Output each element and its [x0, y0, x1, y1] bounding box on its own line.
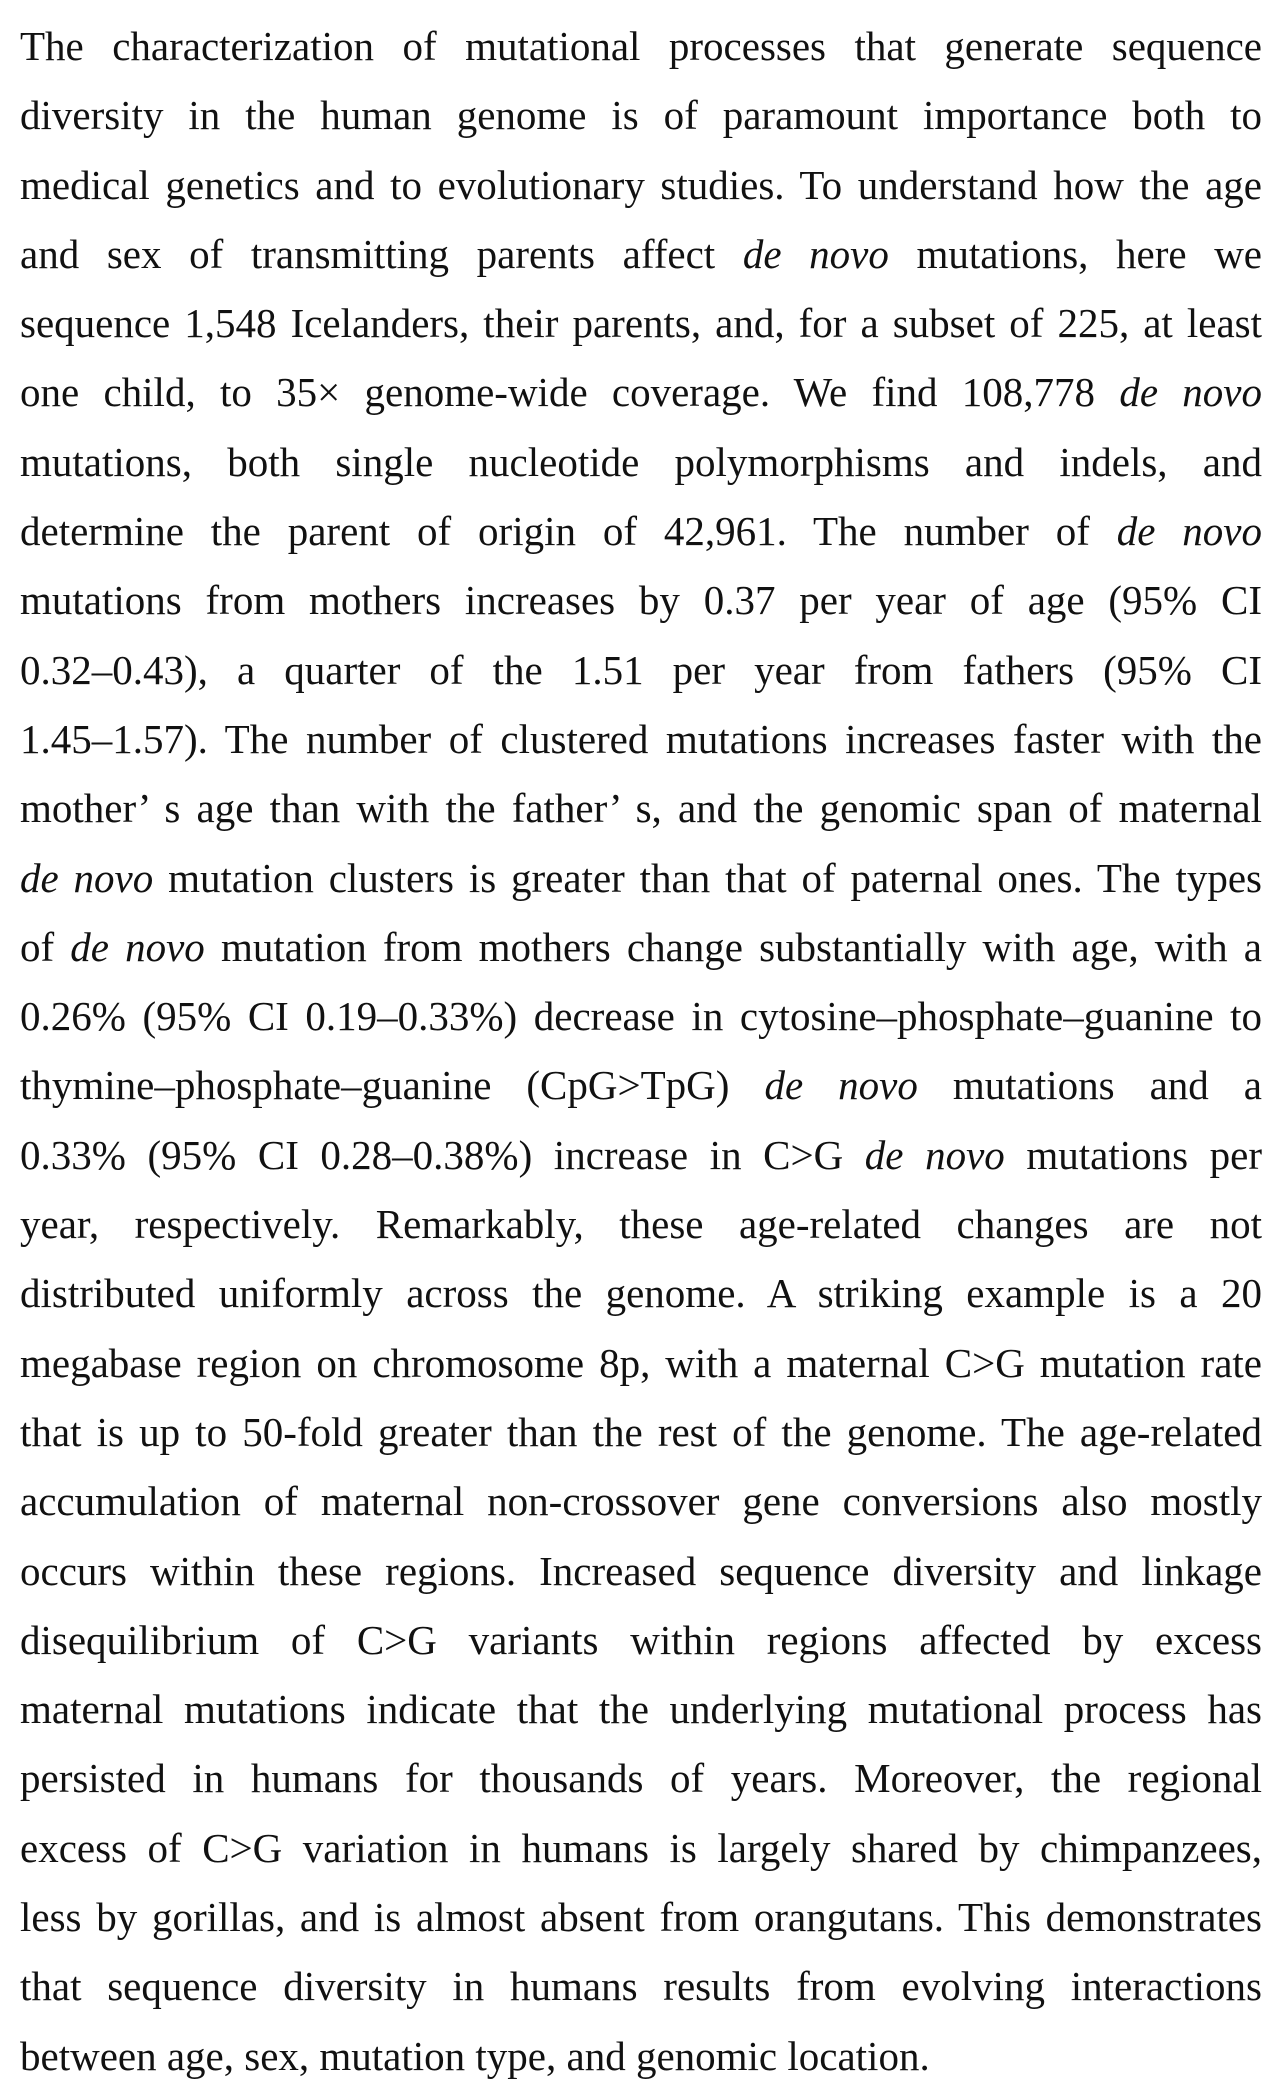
text-run: accumulation of maternal non-crossover gene conversions also mostly	[20, 1478, 1262, 1525]
abstract-line	[20, 1398, 1262, 1467]
italic-term: de novo	[864, 1131, 1005, 1178]
text-run: mother’ s age than with the father’ s, and the genomic span of maternal	[20, 785, 1262, 832]
abstract-line	[20, 1051, 1262, 1120]
text-run: diversity in the human genome is of paramount importance both to	[20, 92, 1262, 139]
abstract-line	[20, 1675, 1262, 1744]
abstract-line	[20, 1190, 1262, 1259]
abstract-line	[20, 1883, 1262, 1952]
abstract-line	[20, 220, 1262, 289]
abstract-line	[20, 151, 1262, 220]
abstract-line	[20, 844, 1262, 913]
italic-term: de novo	[70, 923, 205, 970]
abstract-line	[20, 566, 1262, 635]
text-run: mutations from mothers increases by 0.37 per year of age (95% CI	[20, 577, 1262, 624]
text-run: mutations per	[1004, 1131, 1262, 1178]
text-run: mutation clusters is greater than that of paternal ones. The types	[153, 854, 1262, 901]
text-run: thymine–phosphate–guanine (CpG>TpG)	[20, 1062, 765, 1109]
text-run: that sequence diversity in humans results from evolving interactions	[20, 1963, 1262, 2010]
italic-term: de novo	[1119, 369, 1262, 416]
text-run: that is up to 50-fold greater than the rest of the genome. The age-related	[20, 1408, 1262, 1455]
text-run: mutation from mothers change substantially with age, with a	[204, 923, 1262, 970]
abstract-line	[20, 81, 1262, 150]
abstract-line	[20, 1259, 1262, 1328]
text-run: year, respectively. Remarkably, these age-related changes are not	[20, 1201, 1262, 1248]
text-run: mutations, here we	[888, 230, 1262, 277]
abstract-line	[20, 636, 1262, 705]
text-run: of	[20, 923, 71, 970]
text-run: and sex of transmitting parents affect	[20, 230, 743, 277]
text-run: mutations, both single nucleotide polymorphisms and indels, and	[20, 438, 1262, 485]
abstract-line	[20, 705, 1262, 774]
text-run: medical genetics and to evolutionary studies. To understand how the age	[20, 161, 1262, 208]
abstract-line	[20, 1744, 1262, 1813]
abstract-line	[20, 1952, 1262, 2021]
text-run: 0.26% (95% CI 0.19–0.33%) decrease in cytosine–phosphate–guanine to	[20, 993, 1262, 1040]
abstract-line	[20, 1329, 1262, 1398]
text-run: determine the parent of origin of 42,961. The number of	[20, 508, 1117, 555]
text-run: 0.33% (95% CI 0.28–0.38%) increase in C>G	[20, 1131, 865, 1178]
abstract-line	[20, 1606, 1262, 1675]
text-run: sequence 1,548 Icelanders, their parents, and, for a subset of 225, at least	[20, 300, 1262, 347]
text-run: one child, to 35× genome-wide coverage. We find 108,778	[20, 369, 1120, 416]
abstract-line	[20, 497, 1262, 566]
abstract-line	[20, 1537, 1262, 1606]
text-run: distributed uniformly across the genome. A striking example is a 20	[20, 1270, 1262, 1317]
text-run: disequilibrium of C>G variants within regions affected by excess	[20, 1616, 1262, 1663]
text-run: mutations and a	[917, 1062, 1262, 1109]
italic-term: de novo	[20, 854, 154, 901]
italic-term: de novo	[764, 1062, 918, 1109]
abstract-line	[20, 982, 1262, 1051]
abstract-line	[20, 1467, 1262, 1536]
text-run: megabase region on chromosome 8p, with a maternal C>G mutation rate	[20, 1339, 1262, 1386]
text-run: occurs within these regions. Increased sequence diversity and linkage	[20, 1547, 1262, 1594]
text-run: persisted in humans for thousands of years. Moreover, the regional	[20, 1755, 1262, 1802]
abstract-paragraph	[20, 12, 1262, 2091]
text-run: 0.32–0.43), a quarter of the 1.51 per year from fathers (95% CI	[20, 646, 1262, 693]
abstract-line	[20, 1121, 1262, 1190]
text-run: less by gorillas, and is almost absent from orangutans. This demonstrates	[20, 1894, 1262, 1941]
italic-term: de novo	[742, 230, 889, 277]
text-run: excess of C>G variation in humans is largely shared by chimpanzees,	[20, 1824, 1262, 1871]
abstract-line	[20, 774, 1262, 843]
abstract-line	[20, 289, 1262, 358]
abstract-line	[20, 2022, 1262, 2091]
text-run: The characterization of mutational processes that generate sequence	[20, 23, 1262, 69]
abstract-line	[20, 1814, 1262, 1883]
text-run: maternal mutations indicate that the underlying mutational process has	[20, 1686, 1262, 1733]
italic-term: de novo	[1116, 508, 1262, 555]
abstract-line	[20, 428, 1262, 497]
abstract-line	[20, 358, 1262, 427]
abstract-line	[20, 12, 1262, 81]
abstract-line	[20, 913, 1262, 982]
text-run: between age, sex, mutation type, and genomic location.	[20, 2032, 930, 2079]
text-run: 1.45–1.57). The number of clustered mutations increases faster with the	[20, 715, 1262, 762]
